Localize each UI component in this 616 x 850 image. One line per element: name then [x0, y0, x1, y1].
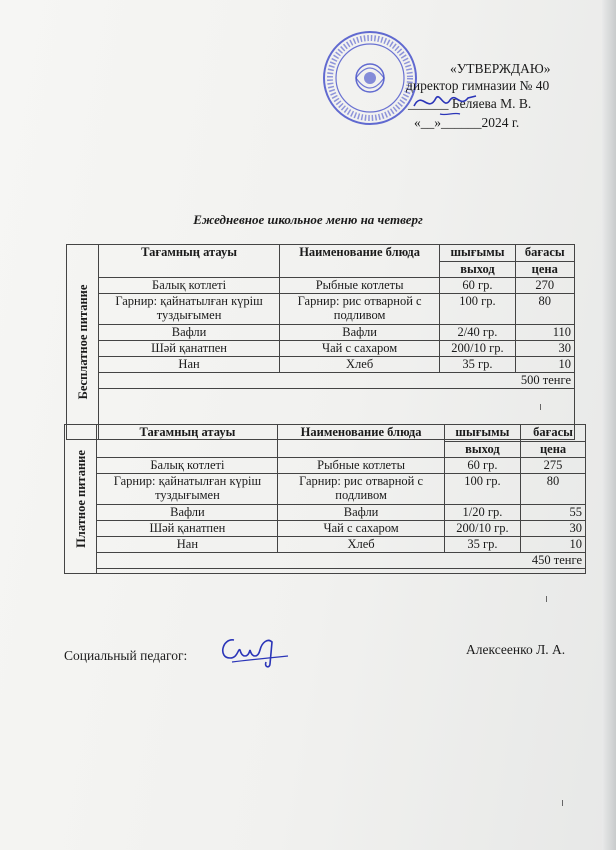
col-yield-kk: шығымы	[444, 425, 520, 442]
cell-kk: Вафли	[97, 505, 278, 521]
mark	[540, 404, 541, 410]
header-row	[67, 245, 575, 262]
mark	[546, 596, 547, 602]
cell-yield: 2/40 гр.	[440, 325, 515, 341]
col-yield-ru: выход	[440, 261, 515, 278]
table-row	[67, 357, 575, 373]
table-row	[67, 325, 575, 341]
cell-ru: Хлеб	[279, 357, 440, 373]
table-row	[65, 458, 586, 474]
paid-meals-table	[64, 424, 586, 574]
cell-yield: 60 гр.	[440, 278, 515, 294]
cell-ru: Хлеб	[278, 537, 444, 553]
approval-position: директор гимназии № 40	[406, 78, 550, 93]
table-row	[65, 521, 586, 537]
table-row	[67, 294, 575, 325]
total-row	[67, 373, 575, 389]
table-row	[67, 278, 575, 294]
col-price-kk: бағасы	[521, 425, 586, 442]
cell-yield: 100 гр.	[444, 474, 520, 505]
cell-ru: Чай с сахаром	[278, 521, 444, 537]
col-price-ru: цена	[515, 261, 574, 278]
seal-stamp	[320, 28, 420, 128]
free-meals-table	[66, 244, 575, 440]
col-price-ru: цена	[521, 441, 586, 458]
total-value: 450 тенге	[97, 553, 586, 569]
section-label: Бесплатное питание	[67, 245, 99, 440]
cell-yield: 100 гр.	[440, 294, 515, 325]
table-row	[65, 537, 586, 553]
cell-kk: Балық котлеті	[97, 458, 278, 474]
cell-yield: 200/10 гр.	[440, 341, 515, 357]
cell-kk: Шәй қанатпен	[97, 521, 278, 537]
director-signature	[410, 84, 480, 124]
blank-row	[65, 569, 586, 574]
cell-kk: Нан	[99, 357, 279, 373]
total-row	[65, 553, 586, 569]
approval-director: ______ Беляева М. В.	[408, 96, 532, 111]
cell-ru: Вафли	[279, 325, 440, 341]
col-yield-ru: выход	[444, 441, 520, 458]
mark	[562, 800, 563, 806]
cell-ru: Гарнир: рис отварной с подливом	[279, 294, 440, 325]
cell-ru: Гарнир: рис отварной с подливом	[278, 474, 444, 505]
section-label: Платное питание	[65, 425, 97, 574]
cell-ru: Вафли	[278, 505, 444, 521]
cell-ru: Чай с сахаром	[279, 341, 440, 357]
header-row	[65, 425, 586, 442]
cell-kk: Гарнир: қайнатылған күріш туздығымен	[99, 294, 279, 325]
cell-price: 275	[521, 458, 586, 474]
cell-price: 10	[521, 537, 586, 553]
cell-price: 80	[521, 474, 586, 505]
cell-kk: Вафли	[99, 325, 279, 341]
cell-ru: Рыбные котлеты	[279, 278, 440, 294]
cell-price: 270	[515, 278, 574, 294]
cell-price: 10	[515, 357, 574, 373]
paper-edge	[602, 0, 616, 850]
table-row	[65, 505, 586, 521]
page-title: Ежедневное школьное меню на четверг	[193, 212, 423, 227]
col-ru-name: Наименование блюда	[279, 245, 440, 278]
col-price-kk: бағасы	[515, 245, 574, 262]
table-row	[67, 341, 575, 357]
cell-price: 30	[515, 341, 574, 357]
col-kk-name: Тағамның атауы	[99, 245, 279, 278]
cell-yield: 200/10 гр.	[444, 521, 520, 537]
cell-kk: Нан	[97, 537, 278, 553]
total-value: 500 тенге	[99, 373, 575, 389]
col-kk-name: Тағамның атауы	[97, 425, 278, 458]
col-yield-kk: шығымы	[440, 245, 515, 262]
cell-yield: 60 гр.	[444, 458, 520, 474]
approval-heading: «УТВЕРЖДАЮ»	[450, 61, 551, 76]
pedagogue-signature	[212, 628, 292, 670]
col-ru-name: Наименование блюда	[278, 425, 444, 458]
cell-price: 30	[521, 521, 586, 537]
approval-date: «__»______2024 г.	[414, 115, 520, 130]
cell-kk: Гарнир: қайнатылған күріш туздығымен	[97, 474, 278, 505]
footer-name: Алексеенко Л. А.	[466, 642, 566, 657]
cell-kk: Балық котлеті	[99, 278, 279, 294]
cell-yield: 35 гр.	[444, 537, 520, 553]
cell-kk: Шәй қанатпен	[99, 341, 279, 357]
blank-area	[97, 569, 586, 574]
cell-yield: 35 гр.	[440, 357, 515, 373]
cell-ru: Рыбные котлеты	[278, 458, 444, 474]
table-row	[65, 474, 586, 505]
cell-price: 80	[515, 294, 574, 325]
cell-price: 110	[515, 325, 574, 341]
footer-position: Социальный педагог:	[64, 648, 188, 663]
cell-price: 55	[521, 505, 586, 521]
cell-yield: 1/20 гр.	[444, 505, 520, 521]
